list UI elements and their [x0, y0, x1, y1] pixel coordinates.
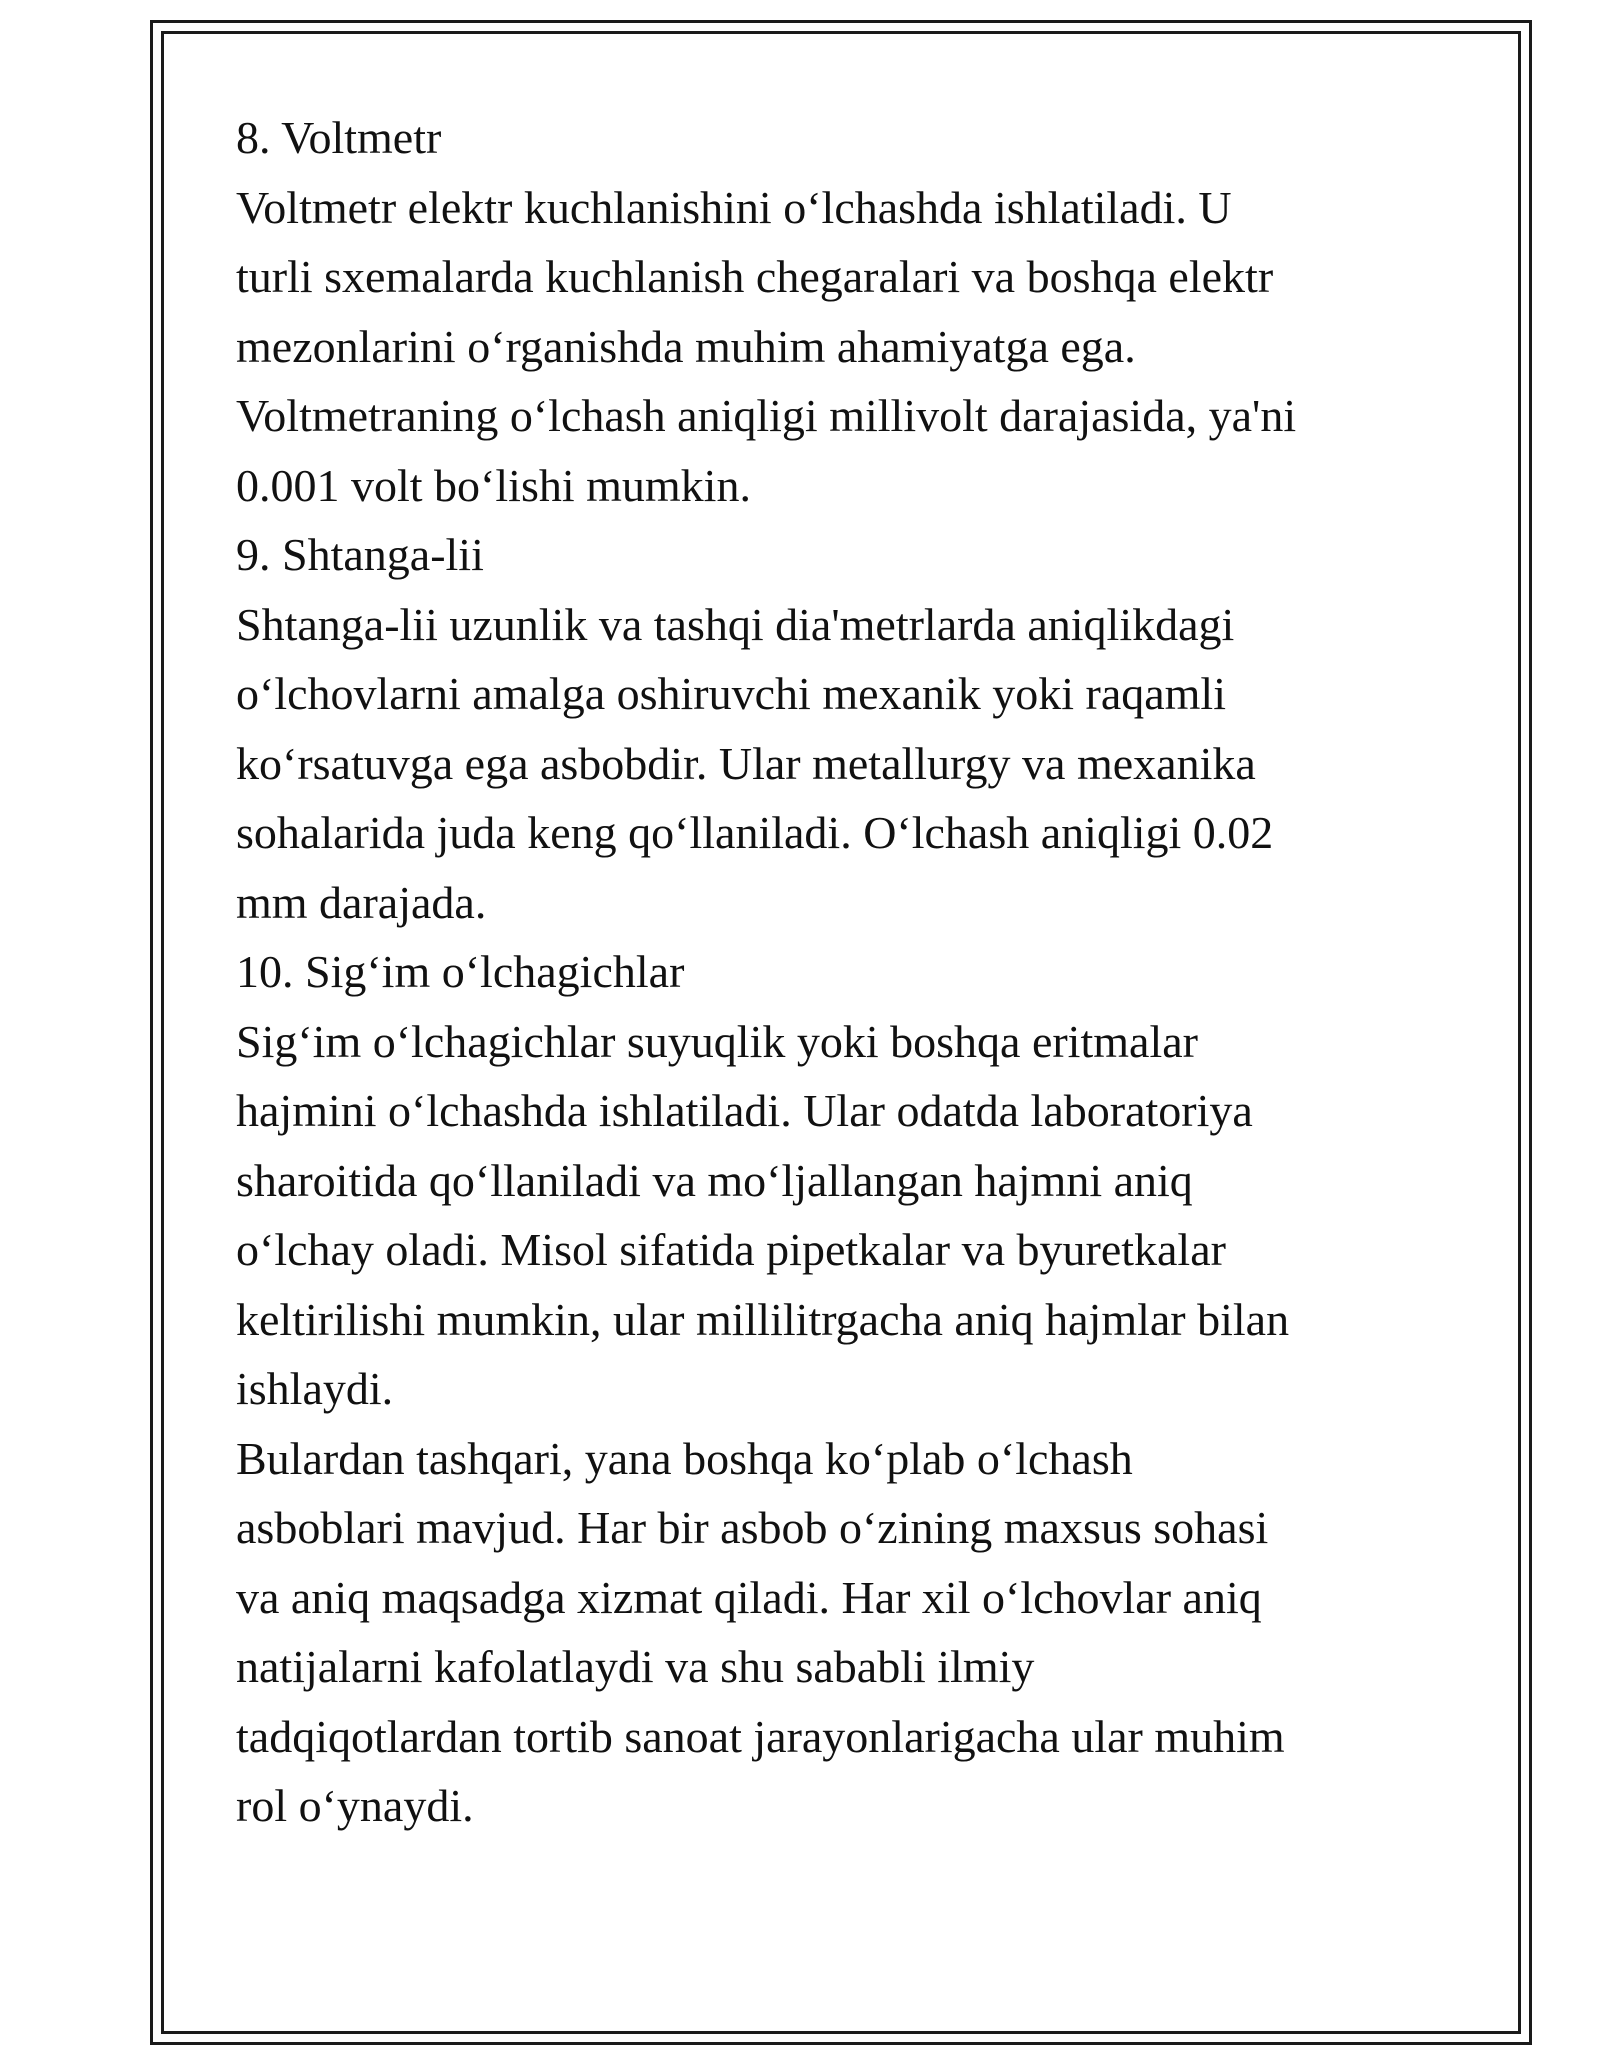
conclusion-paragraph [236, 1424, 1466, 1841]
paragraph-line: Sig‘im o‘lchagichlar suyuqlik yoki boshqa eritmalar [236, 1015, 1198, 1067]
paragraph-line: mm darajada. [236, 876, 487, 928]
section-paragraph [236, 1007, 1466, 1424]
paragraph-line: ishlaydi. [236, 1363, 394, 1414]
section-shtanga-lii [236, 520, 1466, 937]
paragraph-line: ko‘rsatuvga ega asbobdir. Ular metallurgy va mexanika [236, 737, 1256, 789]
paragraph-line: Voltmetraning o‘lchash aniqligi millivolt darajasida, ya'ni [236, 390, 1297, 441]
paragraph-line: tadqiqotlardan tortib sanoat jarayonlarigacha ular muhim [236, 1710, 1285, 1762]
document-body [236, 103, 1466, 1841]
section-heading: 8. Voltmetr [236, 112, 442, 163]
paragraph-line: asboblari mavjud. Har bir asbob o‘zining maxsus sohasi [236, 1502, 1269, 1553]
paragraph-line: o‘lchovlarni amalga oshiruvchi mexanik yoki raqamli [236, 668, 1226, 719]
section-paragraph [236, 173, 1466, 521]
paragraph-line: Voltmetr elektr kuchlanishini o‘lchashda ishlatiladi. U [236, 181, 1232, 233]
section-heading: 10. Sig‘im o‘lchagichlar [236, 946, 685, 997]
paragraph-line: mezonlarini o‘rganishda muhim ahamiyatga ega. [236, 320, 1136, 372]
paragraph-line: sohalarida juda keng qo‘llaniladi. O‘lchash aniqligi 0.02 [236, 807, 1274, 858]
paragraph-line: rol o‘ynaydi. [236, 1780, 474, 1831]
section-voltmetr [236, 103, 1466, 520]
paragraph-line: hajmini o‘lchashda ishlatiladi. Ular odatda laboratoriya [236, 1085, 1253, 1136]
section-heading: 9. Shtanga-lii [236, 529, 484, 580]
paragraph-line: va aniq maqsadga xizmat qiladi. Har xil o‘lchovlar aniq [236, 1571, 1262, 1623]
paragraph-line: Shtanga-lii uzunlik va tashqi dia'metrlarda aniqlikdagi [236, 598, 1235, 650]
paragraph-line: natijalarni kafolatlaydi va shu sababli ilmiy [236, 1641, 1035, 1692]
paragraph-line: Bulardan tashqari, yana boshqa ko‘plab o‘lchash [236, 1432, 1133, 1484]
paragraph-line: 0.001 volt bo‘lishi mumkin. [236, 459, 751, 511]
paragraph-line: o‘lchay oladi. Misol sifatida pipetkalar va byuretkalar [236, 1224, 1226, 1275]
paragraph-line: sharoitida qo‘llaniladi va mo‘ljallangan hajmni aniq [236, 1154, 1193, 1206]
section-paragraph [236, 590, 1466, 938]
section-sigim-olchagichlar [236, 937, 1466, 1424]
paragraph-line: keltirilishi mumkin, ular millilitrgacha aniq hajmlar bilan [236, 1293, 1290, 1345]
paragraph-line: turli sxemalarda kuchlanish chegaralari va boshqa elektr [236, 251, 1274, 302]
